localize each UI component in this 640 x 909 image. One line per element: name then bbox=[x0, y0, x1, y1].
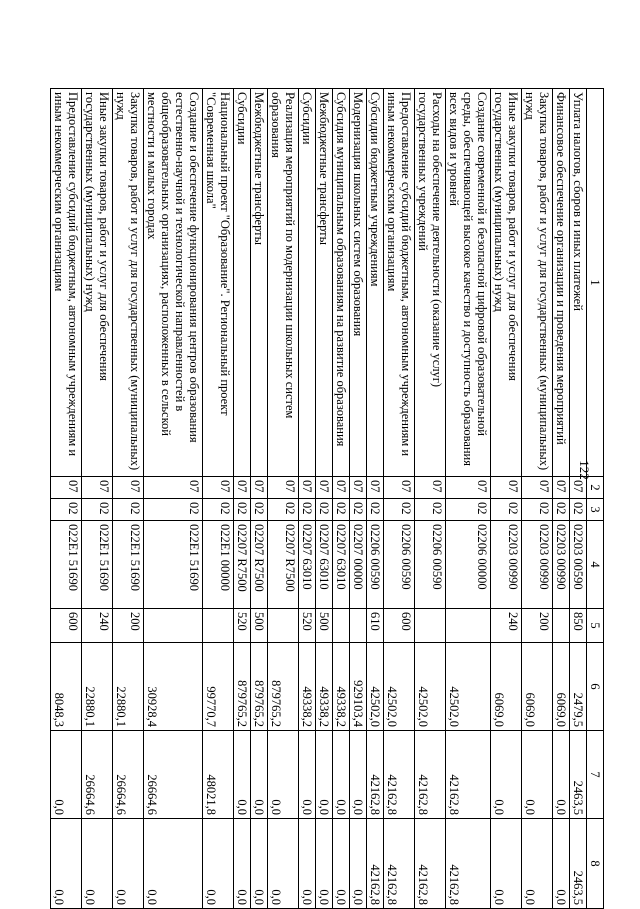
section-code: 07 bbox=[333, 477, 350, 499]
amount-col-6: 6069,0 bbox=[491, 643, 522, 731]
table-row bbox=[491, 89, 522, 909]
amount-col-8: 0,0 bbox=[316, 819, 333, 909]
amount-col-6: 879765,2 bbox=[251, 643, 268, 731]
row-name: Закупка товаров, работ и услуг для государственных (муниципальных) нужд bbox=[522, 89, 553, 477]
amount-col-6: 929103,4 bbox=[350, 643, 367, 731]
row-name: Иные закупки товаров, работ и услуг для обеспечения государственных (муниципальных) нужд bbox=[82, 89, 113, 477]
amount-col-7: 0,0 bbox=[491, 731, 522, 819]
row-name: Расходы на обеспечение деятельности (оказание услуг) государственных учреждений bbox=[415, 89, 446, 477]
amount-col-6: 6069,0 bbox=[553, 643, 570, 731]
section-code: 07 bbox=[522, 477, 553, 499]
expense-type-code bbox=[446, 609, 491, 643]
amount-col-7: 0,0 bbox=[350, 731, 367, 819]
amount-col-7: 0,0 bbox=[333, 731, 350, 819]
section-code: 07 bbox=[570, 477, 587, 499]
expense-type-code: 240 bbox=[82, 609, 113, 643]
target-article-code: 022Е1 00000 bbox=[203, 521, 234, 609]
amount-col-7: 0,0 bbox=[316, 731, 333, 819]
expense-type-code: 240 bbox=[491, 609, 522, 643]
table-row bbox=[415, 89, 446, 909]
amount-col-6: 99770,7 bbox=[203, 643, 234, 731]
amount-col-8: 0,0 bbox=[251, 819, 268, 909]
target-article-code: 02206 00000 bbox=[446, 521, 491, 609]
target-article-code: 02206 00590 bbox=[384, 521, 415, 609]
amount-col-7: 42162,8 bbox=[415, 731, 446, 819]
amount-col-8: 0,0 bbox=[144, 819, 203, 909]
page-number: 122 bbox=[577, 460, 592, 480]
target-article-code: 02207 63010 bbox=[299, 521, 316, 609]
table-row bbox=[367, 89, 384, 909]
expense-type-code: 200 bbox=[522, 609, 553, 643]
target-article-code: 02207 00000 bbox=[350, 521, 367, 609]
header-cell: 2 bbox=[587, 477, 604, 499]
subsection-code: 02 bbox=[350, 499, 367, 521]
section-code: 07 bbox=[144, 477, 203, 499]
expense-type-code: 520 bbox=[234, 609, 251, 643]
table-row bbox=[446, 89, 491, 909]
amount-col-7: 26664,6 bbox=[144, 731, 203, 819]
amount-col-8: 0,0 bbox=[491, 819, 522, 909]
subsection-code: 02 bbox=[113, 499, 144, 521]
amount-col-7: 0,0 bbox=[234, 731, 251, 819]
subsection-code: 02 bbox=[446, 499, 491, 521]
amount-col-6: 8048,3 bbox=[51, 643, 82, 731]
amount-col-8: 0,0 bbox=[113, 819, 144, 909]
table-row bbox=[51, 89, 82, 909]
row-name: Межбюджетные трансферты bbox=[251, 89, 268, 477]
amount-col-7: 42162,8 bbox=[384, 731, 415, 819]
amount-col-8: 42162,8 bbox=[415, 819, 446, 909]
amount-col-6: 879765,2 bbox=[234, 643, 251, 731]
subsection-code: 02 bbox=[299, 499, 316, 521]
subsection-code: 02 bbox=[144, 499, 203, 521]
table-row bbox=[299, 89, 316, 909]
table-row bbox=[522, 89, 553, 909]
amount-col-6: 42502,0 bbox=[367, 643, 384, 731]
section-code: 07 bbox=[234, 477, 251, 499]
amount-col-7: 42162,8 bbox=[446, 731, 491, 819]
subsection-code: 02 bbox=[415, 499, 446, 521]
section-code: 07 bbox=[299, 477, 316, 499]
amount-col-8: 42162,8 bbox=[446, 819, 491, 909]
subsection-code: 02 bbox=[367, 499, 384, 521]
section-code: 07 bbox=[113, 477, 144, 499]
amount-col-7: 0,0 bbox=[251, 731, 268, 819]
row-name: Реализация мероприятий по модернизации школьных систем образования bbox=[268, 89, 299, 477]
expense-type-code: 610 bbox=[367, 609, 384, 643]
amount-col-8: 42162,8 bbox=[367, 819, 384, 909]
row-name: Субсидии бюджетным учреждениям bbox=[367, 89, 384, 477]
amount-col-6: 49338,2 bbox=[299, 643, 316, 731]
target-article-code: 022Е1 51690 bbox=[51, 521, 82, 609]
subsection-code: 02 bbox=[234, 499, 251, 521]
target-article-code: 02207 63010 bbox=[333, 521, 350, 609]
amount-col-6: 22880,1 bbox=[113, 643, 144, 731]
header-cell: 3 bbox=[587, 499, 604, 521]
amount-col-7: 0,0 bbox=[299, 731, 316, 819]
expense-type-code: 500 bbox=[316, 609, 333, 643]
section-code: 07 bbox=[553, 477, 570, 499]
row-name: Субсидии bbox=[234, 89, 251, 477]
amount-col-7: 26664,6 bbox=[82, 731, 113, 819]
section-code: 07 bbox=[350, 477, 367, 499]
amount-col-7: 48021,8 bbox=[203, 731, 234, 819]
row-name: Создание современной и безопасной цифровой образовательной среды, обеспечивающей высокое качество и доступность образования всех видов и уровней bbox=[446, 89, 491, 477]
table-row bbox=[144, 89, 203, 909]
amount-col-6: 30928,4 bbox=[144, 643, 203, 731]
subsection-code: 02 bbox=[203, 499, 234, 521]
table-row bbox=[384, 89, 415, 909]
section-code: 07 bbox=[491, 477, 522, 499]
amount-col-6: 2479,5 bbox=[570, 643, 587, 731]
amount-col-7: 42162,8 bbox=[367, 731, 384, 819]
row-name: Предоставление субсидий бюджетным, автономным учреждениям и иным некоммерческим организациям bbox=[51, 89, 82, 477]
amount-col-8: 0,0 bbox=[234, 819, 251, 909]
section-code: 07 bbox=[446, 477, 491, 499]
amount-col-6: 49338,2 bbox=[333, 643, 350, 731]
table-row bbox=[333, 89, 350, 909]
section-code: 07 bbox=[415, 477, 446, 499]
amount-col-8: 0,0 bbox=[350, 819, 367, 909]
row-name: Национальный проект "Образование". Региональный проект "Современная школа" bbox=[203, 89, 234, 477]
subsection-code: 02 bbox=[384, 499, 415, 521]
amount-col-6: 22880,1 bbox=[82, 643, 113, 731]
section-code: 07 bbox=[268, 477, 299, 499]
expense-type-code bbox=[144, 609, 203, 643]
section-code: 07 bbox=[203, 477, 234, 499]
target-article-code: 02207 R7500 bbox=[251, 521, 268, 609]
subsection-code: 02 bbox=[491, 499, 522, 521]
table-row bbox=[553, 89, 570, 909]
target-article-code: 02207 R7500 bbox=[234, 521, 251, 609]
section-code: 07 bbox=[82, 477, 113, 499]
expense-type-code: 850 bbox=[570, 609, 587, 643]
expense-type-code bbox=[415, 609, 446, 643]
target-article-code: 02203 00990 bbox=[522, 521, 553, 609]
amount-col-7: 0,0 bbox=[553, 731, 570, 819]
amount-col-6: 42502,0 bbox=[446, 643, 491, 731]
amount-col-8: 0,0 bbox=[203, 819, 234, 909]
header-cell: 1 bbox=[587, 89, 604, 477]
table-row bbox=[113, 89, 144, 909]
subsection-code: 02 bbox=[268, 499, 299, 521]
amount-col-8: 0,0 bbox=[51, 819, 82, 909]
subsection-code: 02 bbox=[570, 499, 587, 521]
row-name: Финансовое обеспечение организации и проведения мероприятий bbox=[553, 89, 570, 477]
header-row bbox=[587, 89, 604, 909]
target-article-code: 022Е1 51690 bbox=[144, 521, 203, 609]
subsection-code: 02 bbox=[553, 499, 570, 521]
section-code: 07 bbox=[367, 477, 384, 499]
section-code: 07 bbox=[384, 477, 415, 499]
section-code: 07 bbox=[251, 477, 268, 499]
target-article-code: 02207 R7500 bbox=[268, 521, 299, 609]
expense-type-code bbox=[553, 609, 570, 643]
target-article-code: 022Е1 51690 bbox=[113, 521, 144, 609]
expense-type-code: 600 bbox=[51, 609, 82, 643]
table-row bbox=[251, 89, 268, 909]
section-code: 07 bbox=[316, 477, 333, 499]
header-cell: 5 bbox=[587, 609, 604, 643]
target-article-code: 02206 00590 bbox=[415, 521, 446, 609]
section-code: 07 bbox=[51, 477, 82, 499]
row-name: Уплата налогов, сборов и иных платежей bbox=[570, 89, 587, 477]
expense-type-code: 520 bbox=[299, 609, 316, 643]
target-article-code: 02203 00590 bbox=[570, 521, 587, 609]
table-row bbox=[203, 89, 234, 909]
row-name: Предоставление субсидий бюджетным, автономным учреждениям и иным некоммерческим организациям bbox=[384, 89, 415, 477]
subsection-code: 02 bbox=[333, 499, 350, 521]
amount-col-7: 26664,6 bbox=[113, 731, 144, 819]
amount-col-7: 2463,5 bbox=[570, 731, 587, 819]
amount-col-8: 0,0 bbox=[268, 819, 299, 909]
amount-col-6: 49338,2 bbox=[316, 643, 333, 731]
amount-col-7: 0,0 bbox=[268, 731, 299, 819]
amount-col-8: 2463,5 bbox=[570, 819, 587, 909]
expense-type-code: 200 bbox=[113, 609, 144, 643]
subsection-code: 02 bbox=[316, 499, 333, 521]
amount-col-8: 0,0 bbox=[333, 819, 350, 909]
expense-type-code bbox=[350, 609, 367, 643]
row-name: Модернизация школьных систем образования bbox=[350, 89, 367, 477]
target-article-code: 022Е1 51690 bbox=[82, 521, 113, 609]
header-cell: 4 bbox=[587, 521, 604, 609]
amount-col-6: 42502,0 bbox=[384, 643, 415, 731]
target-article-code: 02203 00990 bbox=[553, 521, 570, 609]
expense-type-code: 500 bbox=[251, 609, 268, 643]
amount-col-6: 879765,2 bbox=[268, 643, 299, 731]
table-row bbox=[570, 89, 587, 909]
target-article-code: 02206 00590 bbox=[367, 521, 384, 609]
amount-col-8: 0,0 bbox=[82, 819, 113, 909]
subsection-code: 02 bbox=[51, 499, 82, 521]
table-row bbox=[316, 89, 333, 909]
amount-col-8: 42162,8 bbox=[384, 819, 415, 909]
subsection-code: 02 bbox=[251, 499, 268, 521]
header-cell: 8 bbox=[587, 819, 604, 909]
budget-table bbox=[50, 88, 604, 909]
expense-type-code: 600 bbox=[384, 609, 415, 643]
header-cell: 7 bbox=[587, 731, 604, 819]
amount-col-8: 0,0 bbox=[299, 819, 316, 909]
row-name: Субсидия муниципальным образованиям на развитие образования bbox=[333, 89, 350, 477]
amount-col-8: 0,0 bbox=[522, 819, 553, 909]
expense-type-code bbox=[268, 609, 299, 643]
table-row bbox=[234, 89, 251, 909]
row-name: Создание и обеспечение функционирования центров образования естественно-научной и технологической направленностей в общеобразовательных организациях, расположенных в сельской местности и малых городах bbox=[144, 89, 203, 477]
table-row bbox=[350, 89, 367, 909]
amount-col-7: 0,0 bbox=[522, 731, 553, 819]
target-article-code: 02207 63010 bbox=[316, 521, 333, 609]
header-cell: 6 bbox=[587, 643, 604, 731]
subsection-code: 02 bbox=[82, 499, 113, 521]
amount-col-8: 0,0 bbox=[553, 819, 570, 909]
row-name: Межбюджетные трансферты bbox=[316, 89, 333, 477]
table-row bbox=[82, 89, 113, 909]
amount-col-7: 0,0 bbox=[51, 731, 82, 819]
amount-col-6: 42502,0 bbox=[415, 643, 446, 731]
expense-type-code bbox=[333, 609, 350, 643]
budget-table-body bbox=[51, 89, 604, 909]
target-article-code: 02203 00990 bbox=[491, 521, 522, 609]
table-row bbox=[268, 89, 299, 909]
row-name: Иные закупки товаров, работ и услуг для обеспечения государственных (муниципальных) нужд bbox=[491, 89, 522, 477]
amount-col-6: 6069,0 bbox=[522, 643, 553, 731]
row-name: Субсидии bbox=[299, 89, 316, 477]
budget-table-sheet bbox=[29, 88, 604, 908]
expense-type-code bbox=[203, 609, 234, 643]
row-name: Закупка товаров, работ и услуг для государственных (муниципальных) нужд bbox=[113, 89, 144, 477]
subsection-code: 02 bbox=[522, 499, 553, 521]
